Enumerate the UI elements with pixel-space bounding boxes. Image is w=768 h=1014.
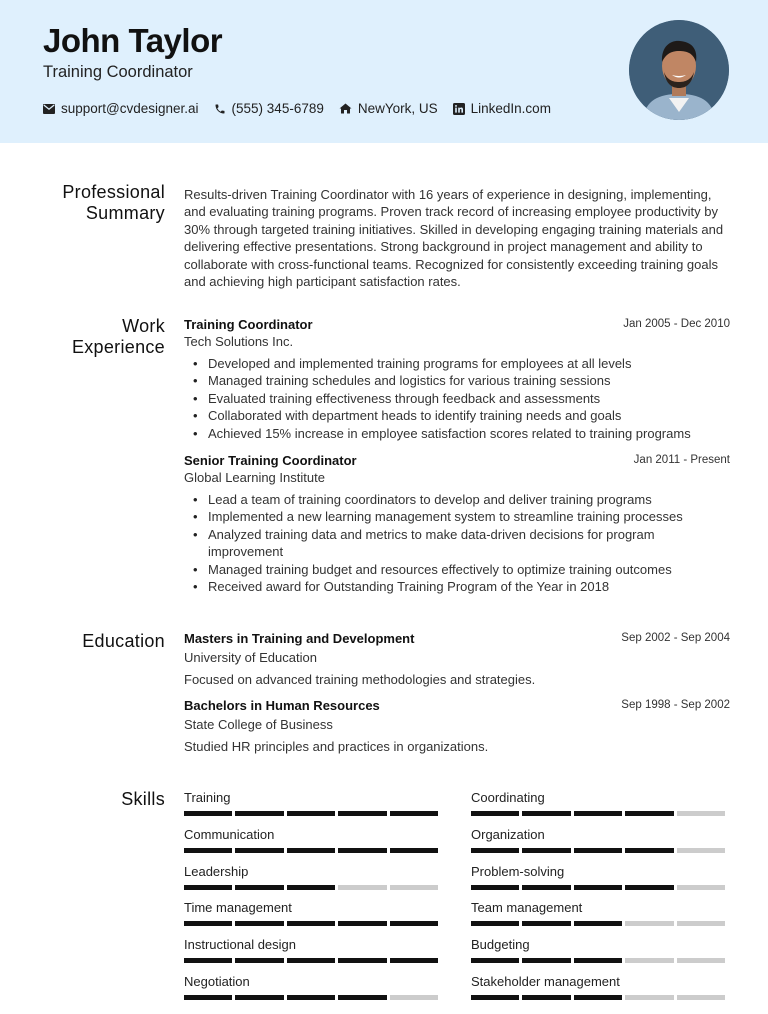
contact-phone[interactable] bbox=[214, 101, 324, 116]
resume-header bbox=[0, 0, 768, 143]
contact-location-text: NewYork, US bbox=[357, 101, 438, 116]
education-dates: Sep 1998 - Sep 2002 bbox=[621, 699, 730, 711]
job-title: Senior Training Coordinator bbox=[184, 453, 357, 468]
skill-level-segment bbox=[625, 921, 673, 926]
skill-name: Communication bbox=[184, 826, 275, 842]
skill-level-segment bbox=[287, 958, 335, 963]
skill-level-bar bbox=[471, 958, 728, 963]
school-name: University of Education bbox=[184, 650, 317, 665]
school-name: State College of Business bbox=[184, 717, 333, 732]
skill-level-bar bbox=[184, 885, 441, 890]
job-bullets bbox=[184, 491, 730, 595]
skill-item bbox=[471, 826, 728, 853]
skill-level-segment bbox=[574, 848, 622, 853]
skill-level-segment bbox=[471, 848, 519, 853]
job-entry bbox=[184, 452, 730, 595]
skill-name: Instructional design bbox=[184, 937, 297, 953]
skill-level-segment bbox=[184, 885, 232, 890]
skill-level-segment bbox=[287, 921, 335, 926]
skill-level-segment bbox=[677, 885, 725, 890]
contact-location bbox=[339, 101, 438, 116]
skills-heading: Skills bbox=[121, 789, 165, 809]
skill-level-segment bbox=[390, 885, 438, 890]
skill-level-segment bbox=[522, 885, 570, 890]
contact-email-text: support@cvdesigner.ai bbox=[61, 101, 199, 116]
skill-level-segment bbox=[338, 921, 386, 926]
skill-level-segment bbox=[235, 921, 283, 926]
skill-level-bar bbox=[184, 811, 441, 816]
skill-level-bar bbox=[184, 958, 441, 963]
skill-level-segment bbox=[522, 995, 570, 1000]
skill-level-segment bbox=[338, 995, 386, 1000]
skill-item bbox=[471, 863, 728, 890]
skill-level-segment bbox=[390, 995, 438, 1000]
skill-level-segment bbox=[184, 958, 232, 963]
skill-level-segment bbox=[287, 848, 335, 853]
skill-level-segment bbox=[471, 811, 519, 816]
skill-level-segment bbox=[522, 811, 570, 816]
job-title: Training Coordinator bbox=[184, 317, 313, 332]
contact-phone-text: (555) 345-6789 bbox=[231, 101, 324, 116]
list-item: • Achieved 15% increase in employee satisfaction scores related to training programs bbox=[184, 425, 730, 442]
candidate-name: John Taylor bbox=[43, 22, 223, 59]
experience-heading: Work Experience bbox=[71, 316, 165, 357]
linkedin-icon bbox=[453, 103, 465, 115]
skill-level-segment bbox=[625, 848, 673, 853]
degree-title: Masters in Training and Development bbox=[184, 631, 415, 646]
profile-photo bbox=[629, 20, 729, 120]
skill-level-segment bbox=[390, 921, 438, 926]
skill-item bbox=[471, 973, 728, 1000]
skill-level-segment bbox=[471, 921, 519, 926]
skill-name: Stakeholder management bbox=[471, 974, 620, 989]
skill-item bbox=[184, 863, 441, 890]
skill-level-segment bbox=[235, 995, 283, 1000]
skill-level-segment bbox=[574, 811, 622, 816]
skill-level-segment bbox=[390, 958, 438, 963]
skill-level-segment bbox=[235, 958, 283, 963]
education-description: Studied HR principles and practices in organizations. bbox=[184, 739, 489, 754]
skill-item bbox=[471, 899, 728, 926]
phone-icon bbox=[214, 103, 226, 115]
summary-text: Results-driven Training Coordinator with 16 years of experience in designing, implementing, and evaluating training programs. Proven track record of increasing employee productivity by 30% through targeted training initiatives. Skilled in developing engaging training materials and delivering effective presentations. Strong background in project management and ability to collaborate with cross-functional teams. Recognized for consistently exceeding training goals and achieving high participant satisfaction rates. bbox=[184, 187, 724, 290]
skill-level-segment bbox=[522, 848, 570, 853]
list-item: • Implemented a new learning management system to streamline training processes bbox=[184, 508, 730, 525]
skill-level-segment bbox=[184, 921, 232, 926]
skill-level-segment bbox=[338, 811, 386, 816]
skill-name: Team management bbox=[471, 900, 583, 916]
skill-level-segment bbox=[677, 921, 725, 926]
job-dates: Jan 2011 - Present bbox=[633, 454, 730, 466]
skill-name: Organization bbox=[471, 826, 545, 842]
skill-name: Negotiation bbox=[184, 974, 250, 989]
job-company: Tech Solutions Inc. bbox=[184, 334, 294, 349]
skill-level-segment bbox=[625, 995, 673, 1000]
skill-name: Leadership bbox=[184, 863, 249, 879]
skill-level-segment bbox=[287, 995, 335, 1000]
skill-level-segment bbox=[287, 811, 335, 816]
skill-level-segment bbox=[390, 811, 438, 816]
skill-level-segment bbox=[235, 811, 283, 816]
skill-level-bar bbox=[471, 921, 728, 926]
education-heading: Education bbox=[82, 631, 165, 651]
skill-level-segment bbox=[625, 811, 673, 816]
skill-item bbox=[184, 899, 441, 926]
envelope-icon bbox=[43, 104, 55, 114]
education-entry bbox=[184, 697, 730, 755]
skill-level-segment bbox=[235, 848, 283, 853]
skill-level-segment bbox=[338, 848, 386, 853]
skill-name: Coordinating bbox=[471, 790, 545, 805]
list-item: • Received award for Outstanding Training Program of the Year in 2018 bbox=[184, 578, 730, 595]
skill-level-segment bbox=[574, 885, 622, 890]
candidate-title: Training Coordinator bbox=[43, 63, 193, 81]
list-item: • Managed training schedules and logistics for various training sessions bbox=[184, 372, 730, 389]
skill-level-segment bbox=[574, 995, 622, 1000]
skill-level-segment bbox=[471, 958, 519, 963]
skill-level-segment bbox=[184, 811, 232, 816]
skill-item bbox=[471, 936, 728, 963]
list-item: • Collaborated with department heads to identify training needs and goals bbox=[184, 407, 730, 424]
job-dates: Jan 2005 - Dec 2010 bbox=[623, 318, 730, 330]
list-item: • Evaluated training effectiveness through feedback and assessments bbox=[184, 390, 730, 407]
skill-name: Time management bbox=[184, 900, 292, 916]
job-bullets bbox=[184, 355, 730, 442]
degree-title: Bachelors in Human Resources bbox=[184, 698, 380, 713]
list-item: • Lead a team of training coordinators to develop and deliver training programs bbox=[184, 491, 730, 508]
list-item: • Analyzed training data and metrics to make data-driven decisions for program improvement bbox=[184, 526, 730, 561]
skill-name: Training bbox=[184, 790, 231, 805]
skill-level-segment bbox=[390, 848, 438, 853]
skill-level-bar bbox=[471, 995, 728, 1000]
contact-linkedin-text: LinkedIn.com bbox=[470, 101, 551, 116]
home-icon bbox=[339, 103, 352, 114]
skill-level-segment bbox=[471, 885, 519, 890]
education-dates: Sep 2002 - Sep 2004 bbox=[621, 632, 730, 644]
contact-email[interactable] bbox=[43, 101, 199, 116]
skill-level-bar bbox=[471, 848, 728, 853]
contact-linkedin[interactable] bbox=[453, 101, 551, 116]
skill-level-segment bbox=[338, 885, 386, 890]
skill-level-segment bbox=[625, 958, 673, 963]
job-entry bbox=[184, 316, 730, 442]
skill-level-bar bbox=[184, 921, 441, 926]
skill-level-segment bbox=[574, 958, 622, 963]
skill-item bbox=[184, 936, 441, 963]
skill-item bbox=[471, 789, 728, 816]
skill-level-segment bbox=[184, 848, 232, 853]
skill-level-bar bbox=[184, 995, 441, 1000]
education-entry bbox=[184, 630, 730, 688]
education-description: Focused on advanced training methodologies and strategies. bbox=[184, 672, 536, 687]
skill-level-segment bbox=[677, 811, 725, 816]
summary-heading: Professional Summary bbox=[62, 182, 165, 223]
skill-level-segment bbox=[677, 995, 725, 1000]
skill-level-segment bbox=[184, 995, 232, 1000]
skill-item bbox=[184, 826, 441, 853]
skill-level-bar bbox=[471, 811, 728, 816]
job-company: Global Learning Institute bbox=[184, 470, 325, 485]
skill-level-segment bbox=[522, 958, 570, 963]
skill-level-segment bbox=[574, 921, 622, 926]
contact-bar bbox=[43, 101, 566, 116]
skill-item bbox=[184, 789, 441, 816]
skill-level-segment bbox=[235, 885, 283, 890]
skill-level-segment bbox=[625, 885, 673, 890]
skill-level-segment bbox=[677, 958, 725, 963]
skill-name: Budgeting bbox=[471, 937, 530, 953]
skill-level-segment bbox=[287, 885, 335, 890]
skill-level-segment bbox=[471, 995, 519, 1000]
list-item: • Developed and implemented training programs for employees at all levels bbox=[184, 355, 730, 372]
skill-level-bar bbox=[471, 885, 728, 890]
skill-name: Problem-solving bbox=[471, 863, 565, 879]
skill-level-segment bbox=[522, 921, 570, 926]
skill-level-bar bbox=[184, 848, 441, 853]
skill-item bbox=[184, 973, 441, 1000]
skill-level-segment bbox=[338, 958, 386, 963]
skill-level-segment bbox=[677, 848, 725, 853]
list-item: • Managed training budget and resources effectively to optimize training outcomes bbox=[184, 561, 730, 578]
